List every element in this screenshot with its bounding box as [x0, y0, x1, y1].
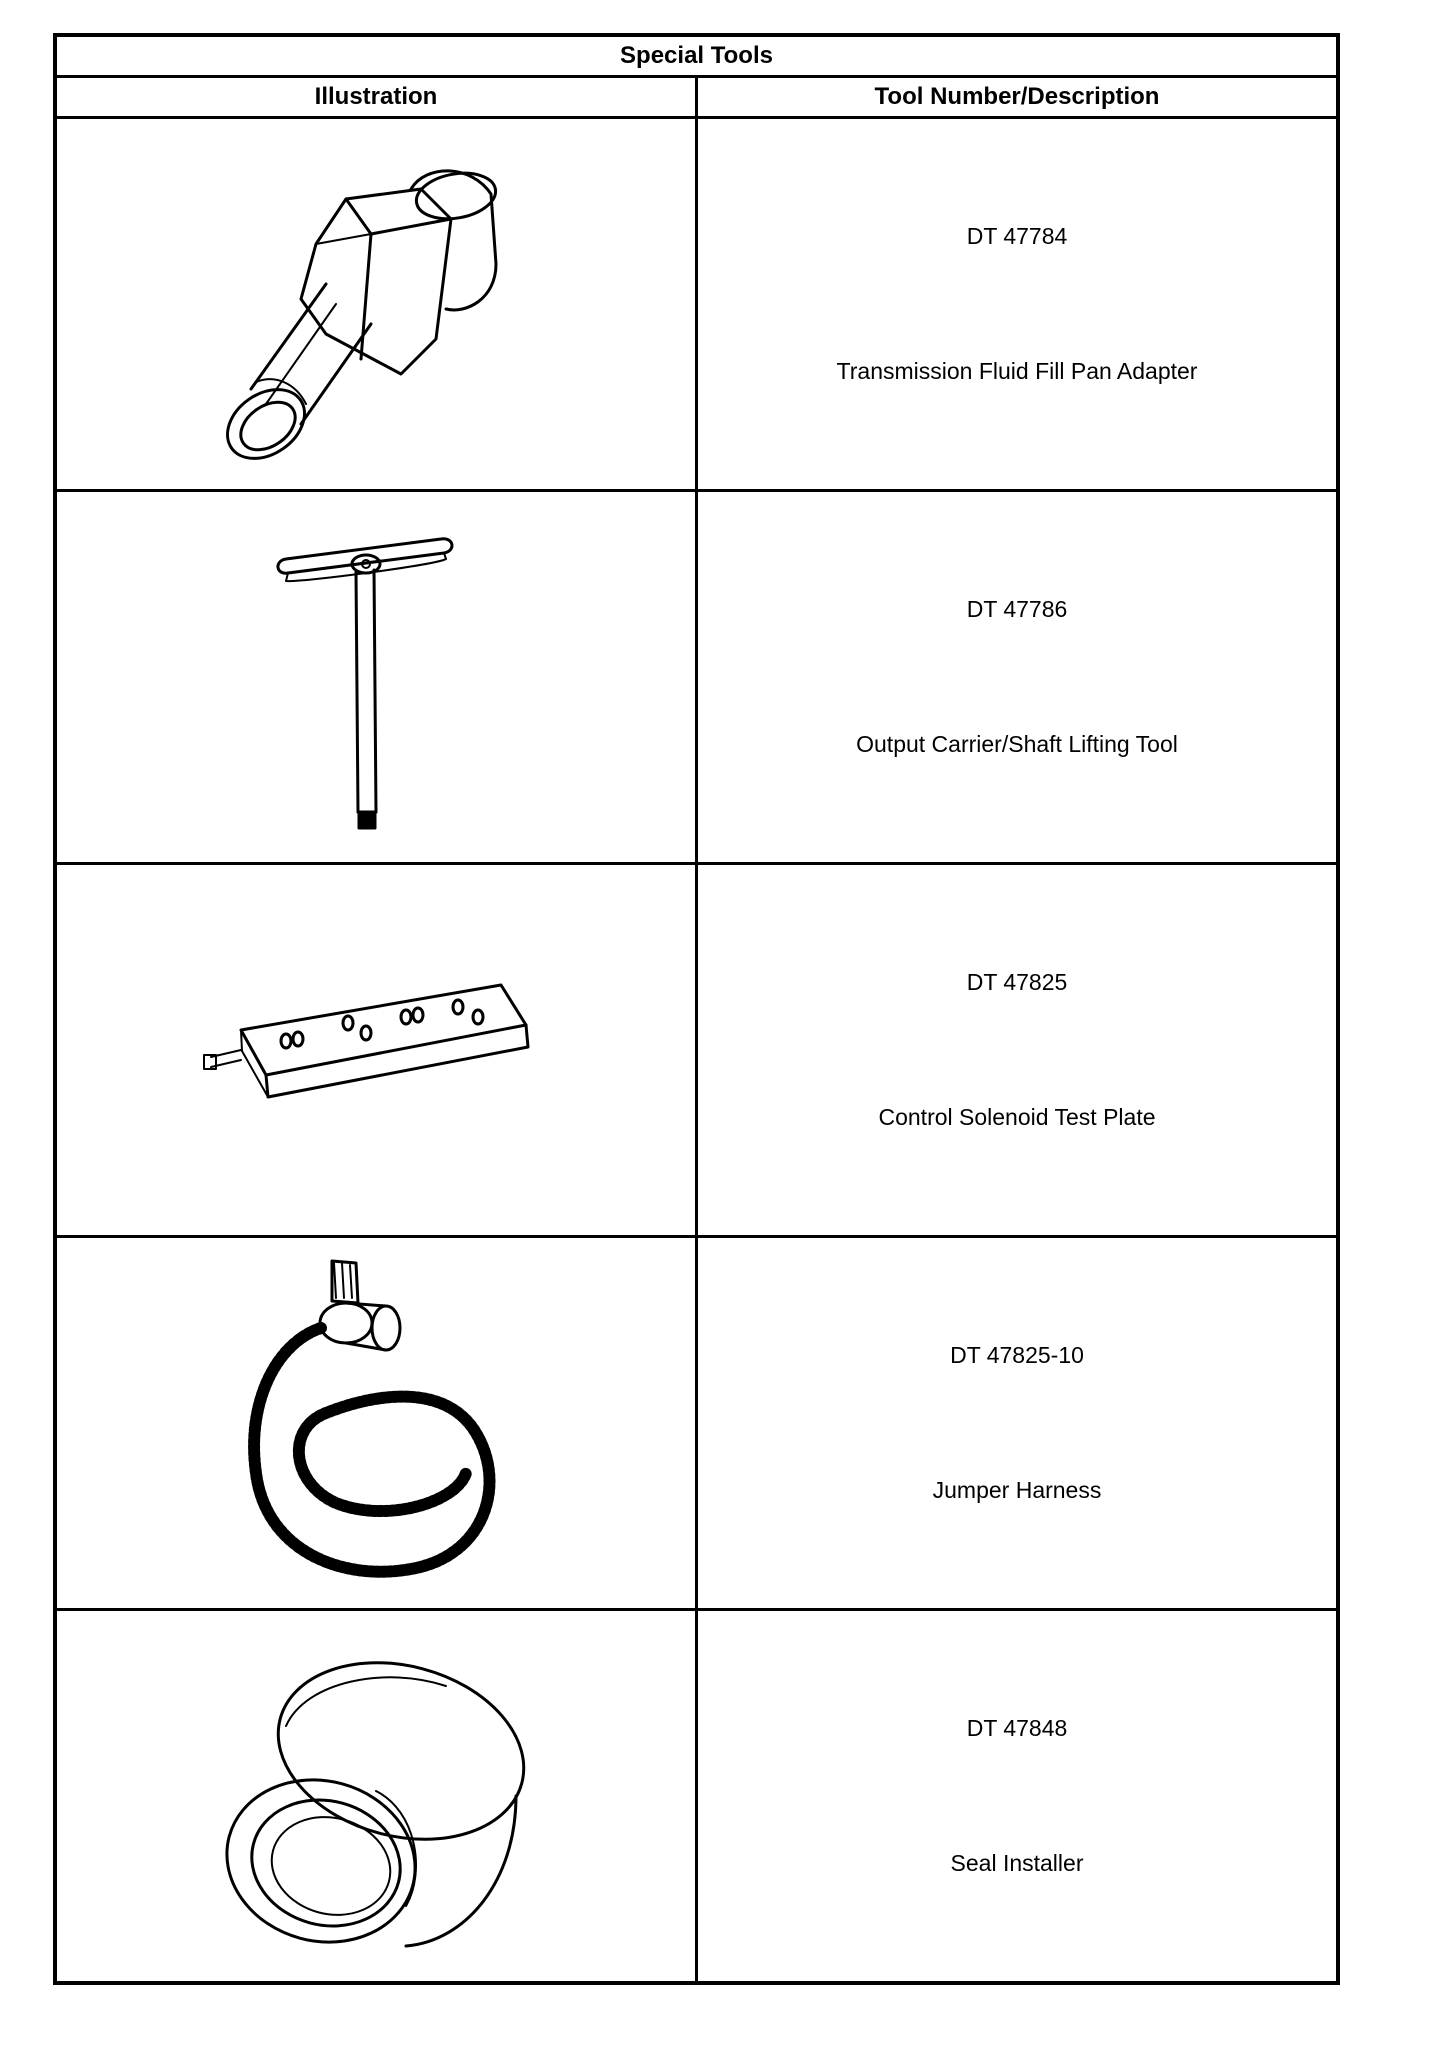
table-row [55, 864, 1338, 1237]
tool-number: DT 47825 [966, 969, 1068, 995]
illustration-cell [55, 491, 697, 864]
seal-installer-icon [57, 1631, 695, 1961]
fill-pan-adapter-icon [57, 134, 695, 474]
table-row [55, 491, 1338, 864]
tool-description: Control Solenoid Test Plate [878, 1104, 1156, 1130]
tool-description: Output Carrier/Shaft Lifting Tool [856, 731, 1178, 757]
table-row [55, 118, 1338, 491]
tool-description: Jumper Harness [932, 1477, 1102, 1503]
tool-description-cell [697, 118, 1339, 491]
table-row [55, 1610, 1338, 1984]
table-title: Special Tools [55, 35, 1338, 77]
illustration-cell [55, 1610, 697, 1984]
tool-description-cell [697, 1237, 1339, 1610]
tool-number: DT 47786 [966, 596, 1068, 622]
table-row [55, 1237, 1338, 1610]
tool-description: Seal Installer [950, 1850, 1084, 1876]
illustration-cell [55, 1237, 697, 1610]
illustration-cell [55, 118, 697, 491]
illustration-cell [55, 864, 697, 1237]
jumper-harness-icon [57, 1253, 695, 1593]
tool-number: DT 47825-10 [950, 1342, 1084, 1368]
tool-number: DT 47848 [966, 1715, 1068, 1741]
tool-description-cell [697, 864, 1339, 1237]
t-handle-lifting-tool-icon [57, 507, 695, 847]
tool-description-cell [697, 1610, 1339, 1984]
solenoid-test-plate-icon [57, 975, 695, 1125]
tool-description-cell [697, 491, 1339, 864]
tool-number: DT 47784 [966, 223, 1068, 249]
special-tools-table [53, 33, 1340, 1985]
tool-description: Transmission Fluid Fill Pan Adapter [836, 358, 1198, 384]
header-tool-description: Tool Number/Description [697, 77, 1339, 118]
header-illustration: Illustration [55, 77, 697, 118]
